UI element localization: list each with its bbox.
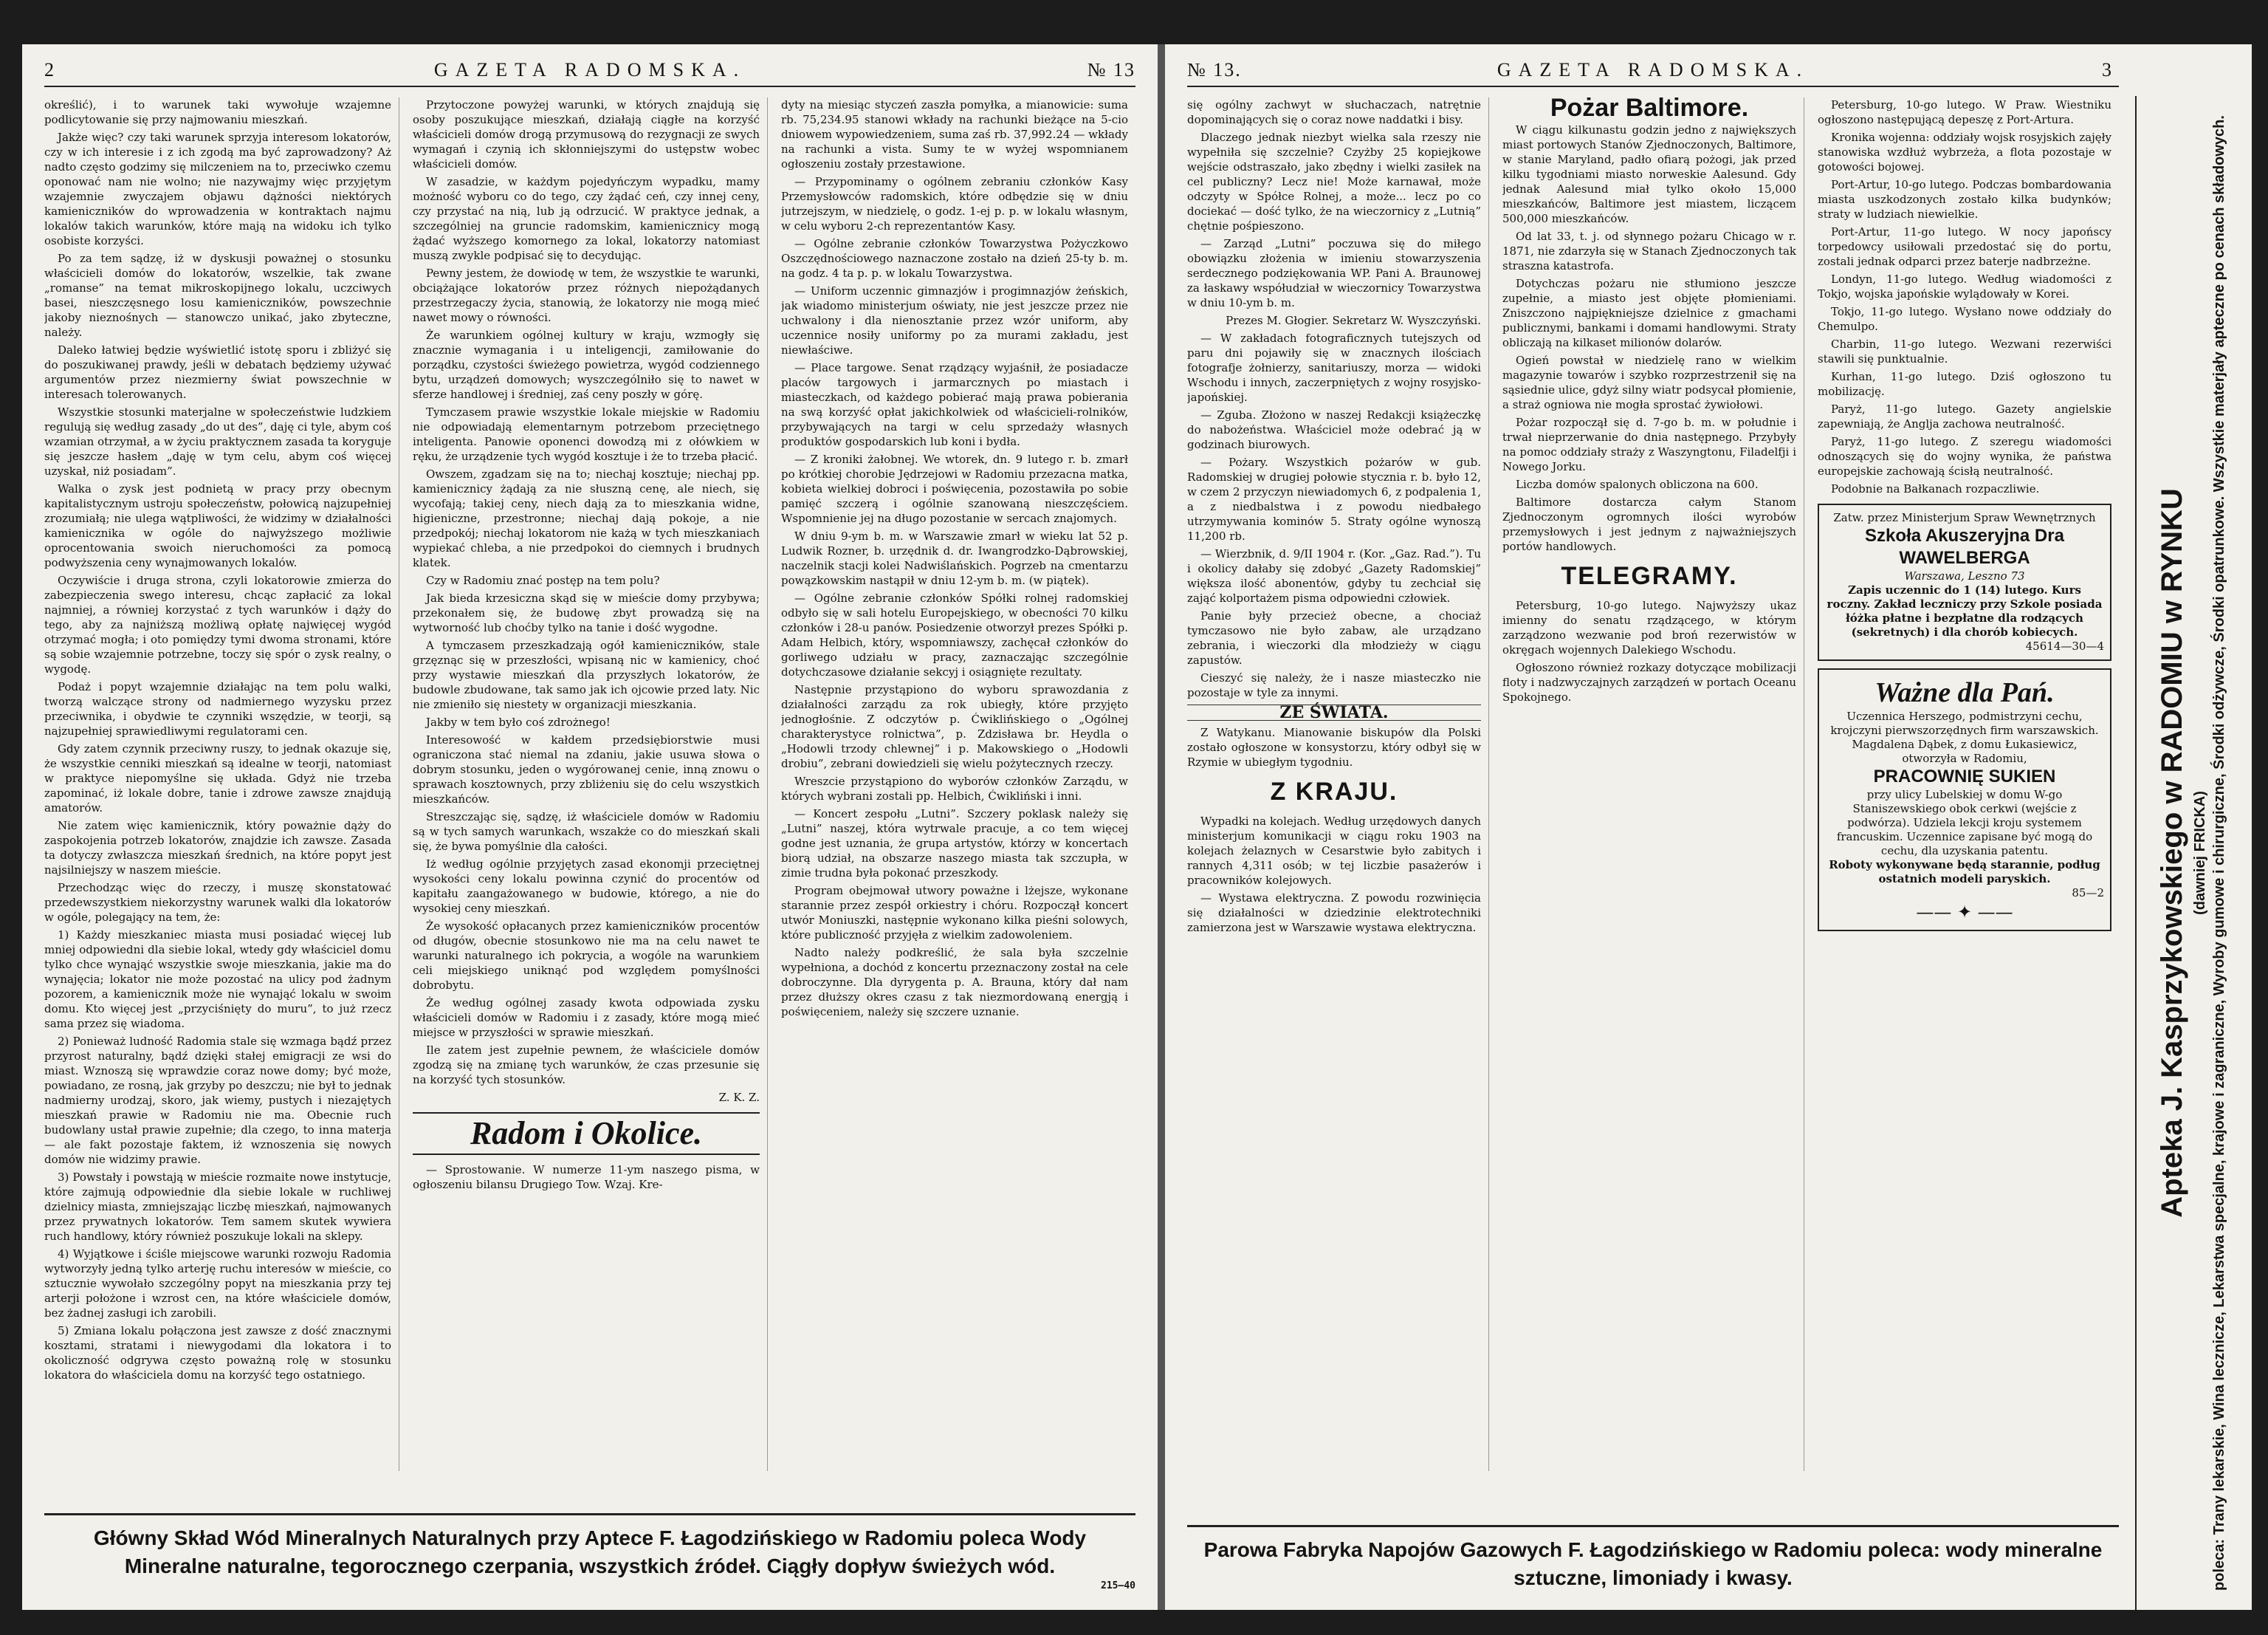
paragraph: Streszczając się, sądzę, iż właściciele domów w Radomiu są w tych samych warunkach, wszakże co do mieszkań skali się, że bywa pomyślnie dla całości. bbox=[413, 810, 760, 853]
paragraph: 4) Wyjątkowe i ściśle miejscowe warunki rozwoju Radomia wytworzyły jedną tylko arterję ruchu interesów w mieście, co sztucznie wywołało szczególny popyt na mieszkania przy tej arterji położone i wzrost cen, na które właściciele domów, bez żadnej zasługi ich zarobili. bbox=[44, 1247, 391, 1320]
paragraph: dyty na miesiąc styczeń zaszła pomyłka, a mianowicie: suma rb. 75,234.95 stanowi wkłady na rachunki bieżące na 5-cio dniowem wypowiedzeniem, suma zaś rb. 37,992.24 — wkłady na rachunki a vista. Sumy te w wyżej wspomnianem ogłoszeniu zostały przestawione. bbox=[781, 98, 1128, 171]
left-column-3 bbox=[781, 97, 1135, 1471]
right-column-1 bbox=[1187, 97, 1489, 1471]
right-column-2 bbox=[1502, 97, 1804, 1471]
paragraph: 5) Zmiana lokalu połączona jest zawsze z dość znacznymi kosztami, stratami i niewygodami dla lokatora i to okoliczność odgrywa często poważną rolę w stosunku lokatora do właściciela domu na korzyść tego ostatniego. bbox=[44, 1324, 391, 1382]
ad-body: Roboty wykonywane będą starannie, podług ostatnich modeli paryskich. bbox=[1829, 858, 2100, 885]
paragraph: Przechodząc więc do rzeczy, i muszę skonstatować przedewszystkiem niekorzystny warunek walki dla lokatorów w ogóle, polegający na tem, że: bbox=[44, 881, 391, 924]
paragraph: Kronika wojenna: oddziały wojsk rosyjskich zajęły stanowiska wzdłuż wybrzeża, a flota pozostaje w gotowości bojowej. bbox=[1818, 131, 2111, 174]
pharmacy-ad-subtitle: (dawniej FRICKA) bbox=[2192, 791, 2208, 915]
paragraph: Panie były przecież obecne, a chociaż tymczasowo nie było zabaw, ale urządzano zebrania, i wieczorki dla młodzieży w ciągu zapustów. bbox=[1187, 609, 1481, 667]
signatures: Prezes M. Głogier. Sekretarz W. Wyszczyński. bbox=[1226, 314, 1481, 327]
paragraph: Następnie przystąpiono do wyboru sprawozdania z działalności zarządu za rok ubiegły, które przyjęto jednogłośnie. Z odczytów p. Ćwiklińskiego o „Ogólnej charakterystyce rolnictwa”, p. Zdzisława br. Heydla o „Hodowli trzody chlewnej” i p. Makowskiego o „Hodowli drobiu”, zebrani dowiedzieli się wielu pożytecznych rzeczy. bbox=[781, 683, 1128, 770]
right-page-masthead: GAZETA RADOMSKA. bbox=[1496, 59, 1810, 80]
ze-swiata-heading: ZE ŚWIATA. bbox=[1187, 705, 1481, 721]
paragraph: Od lat 33, t. j. od słynnego pożaru Chicago w r. 1871, nie zdarzyła się w Stanach Zjednoczonych tak straszna katastrofa. bbox=[1502, 230, 1796, 272]
paragraph: — Zarząd „Lutni” poczuwa się do miłego obowiązku złożenia w imieniu stowarzyszenia serdecznego podziękowania WP. Pani A. Braunowej za łaskawy współudział w wieczornicy Towarzystwa w dniu 10-ym b. m. bbox=[1187, 237, 1481, 309]
ad-code: 215—40 bbox=[1101, 1580, 1135, 1591]
ad-body: Uczennica Herszego, podmistrzyni cechu, krojczyni pierwszorzędnych firm warszawskich. Magdalena Dąbek, z domu Łukasiewicz, otworzyła w Radomiu, bbox=[1830, 710, 2099, 765]
paragraph: Gdy zatem czynnik przeciwny ruszy, to jednak okazuje się, że wszystkie cenniki mieszkań są idealne w teorji, natomiast w praktyce niepomyślne się układa. Gdyż nie trzeba zapominać, iż lokale dobre, tanie i zdrowe zawsze znajdują amatorów. bbox=[44, 742, 391, 815]
pharmacy-ad-text bbox=[2154, 114, 2229, 1591]
paragraph: Ogień powstał w niedzielę rano w wielkim magazynie towarów i szybko rozprzestrzenił się na sąsiednie ulice, gdyż silny wiatr podsycał płomienie, a straż ogniowa nie mogła sprostać żywiołowi. bbox=[1502, 354, 1796, 411]
paragraph: — W zakładach fotograficznych tutejszych od paru dni pojawiły się w znacznych ilościach fotografje żołnierzy, sanitariuszy, morza — widoki Wschodu i innych, zaczerpniętych z wojny rosyjsko-japońskiej. bbox=[1187, 332, 1481, 404]
paragraph: Petersburg, 10-go lutego. W Praw. Wiestniku ogłoszono następującą depeszę z Port-Artura. bbox=[1818, 98, 2111, 126]
paragraph: Że warunkiem ogólnej kultury w kraju, wzmogły się znacznie wymagania i u inteligencji, zamiłowanie do porządku, czystości świeżego powietrza, wygód codziennego bytu, urządzeń domowych; wyszczególniło się to nawet w sferze handlowej i średniej, zaś ceny poszły w górę. bbox=[413, 329, 760, 401]
left-columns bbox=[44, 97, 1135, 1471]
left-page bbox=[22, 44, 1158, 1610]
pharmacy-ad-title: Apteka J. Kasprzykowskiego w RADOMIU w RYNKU bbox=[2156, 488, 2188, 1218]
paragraph: Charbin, 11-go lutego. Wezwani rezerwiści stawili się punktualnie. bbox=[1818, 337, 2111, 366]
paragraph: Ogłoszono również rozkazy dotyczące mobilizacji floty i nadzwyczajnych zarządzeń w portach Oceanu Spokojnego. bbox=[1502, 661, 1796, 704]
paragraph: Kurhan, 11-go lutego. Dziś ogłoszono tu mobilizację. bbox=[1818, 370, 2111, 398]
paragraph: Port-Artur, 11-go lutego. W nocy japońscy torpedowcy usiłowali przedostać się do portu, zostali jednak odparci przez baterje nadbrzeżne. bbox=[1818, 225, 2111, 268]
paragraph: Paryż, 11-go lutego. Gazety angielskie zapewniają, że Anglja zachowa neutralność. bbox=[1818, 402, 2111, 431]
paragraph: Wreszcie przystąpiono do wyborów członków Zarządu, w których wybrani zostali pp. Helbich, Ćwikliński i inni. bbox=[781, 775, 1128, 803]
paragraph: Dlaczego jednak niezbyt wielka sala rzeszy nie wypełniła się szczelnie? Czyżby 25 kopiejkowe wejście odstraszało, jako zbędny i wielki zasiłek na cel publiczny? Lecz nie! Może karnawał, może odczyty w Spółce Rolnej, a może... lecz po co dociekać — dość tylko, że na wieczornicy z „Lutnią” chętnie pośpieszono. bbox=[1187, 131, 1481, 233]
paragraph: Cieszyć się należy, że i nasze miasteczko nie pozostaje w tyle za innymi. bbox=[1187, 671, 1481, 699]
author-signature: Z. K. Z. bbox=[718, 1091, 760, 1104]
ad-address: Warszawa, Leszno 73 bbox=[1904, 569, 2025, 583]
paragraph: — Uniform uczennic gimnazjów i progimnazjów żeńskich, jak wiadomo ministerjum oświaty, nie jest jeszcze przez nie uchwalony i dla nienosztanie przez wzór uniform, aby uczennice nosiły uniformy po za murami zakładu, jest niewłaściwe. bbox=[781, 284, 1128, 357]
paragraph: Oczywiście i druga strona, czyli lokatorowie zmierza do zabezpieczenia swego interesu, chcąc zapłacić za lokal najmniej, a równiej korzystać z tych warunków i dąży do tego, aby za najniższą możliwą opłatę najwięcej wygód otrzymać mogła; i oto pomiędzy tymi dwoma stronami, które są sobie wzajemnie potrzebne, toczy się spór o zysk realny, o wygodę. bbox=[44, 574, 391, 676]
paragraph: W ciągu kilkunastu godzin jedno z największych miast portowych Stanów Zjednoczonych, Baltimore, w stanie Maryland, padło ofiarą pożogi, jak przed kilku tygodniami miasto norweskie Aalesund. Gdy jednak Aalesund miał tylko około 15,000 mieszkańców, Baltimore jest miastem, liczącem 500,000 mieszkańców. bbox=[1502, 123, 1796, 225]
baltimore-fire-heading: Pożar Baltimore. bbox=[1550, 97, 1749, 122]
paragraph: Jakby w tem było coś zdrożnego! bbox=[426, 716, 611, 729]
ad-code: 85—2 bbox=[2072, 886, 2104, 899]
ad-subtitle: PRACOWNIĘ SUKIEN bbox=[1873, 767, 2056, 786]
paragraph: — Przypominamy o ogólnem zebraniu członków Kasy Przemysłowców radomskich, które odbędzie się w dniu jutrzejszym, w niedzielę, o godz. 1-ej p. p. w lokalu własnym, w celu wyboru 2-ch reprezentantów Kasy. bbox=[781, 175, 1128, 233]
paragraph: — Koncert zespołu „Lutni”. Szczery poklask należy się „Lutni” naszej, która wytrwale pracuje, a co tem więcej godne jest uznania, że grupa artystów, którzy w koncertach biorą udział, na obszarze naszego miasta tak szczupła, w zimie trudna była pokonać przeszkody. bbox=[781, 807, 1128, 880]
ad-small-print: Zatw. przez Ministerjum Spraw Wewnętrznych bbox=[1833, 511, 2096, 524]
paragraph: 1) Każdy mieszkaniec miasta musi posiadać więcej lub mniej odpowiedni dla siebie lokal, wtedy gdy właściciel domu tylko chce wynająć wszystkie swoje mieszkania, jakie ma do wynajęcia; lokator nie może pozostać na ulicy pod żadnym pozorem, a kamienicznik może nie wynająć lokalu w swoim domu. Kto więcej jest „przyciśnięty do muru”, to już rzecz sama przez się wiadoma. bbox=[44, 928, 391, 1030]
right-column-3 bbox=[1818, 97, 2119, 1471]
paragraph: Z Watykanu. Mianowanie biskupów dla Polski zostało ogłoszone w konsystorzu, który odbył się w Rzymie w ubiegłym tygodniu. bbox=[1187, 726, 1481, 769]
right-page bbox=[1165, 44, 2252, 1610]
midwifery-school-ad bbox=[1818, 504, 2111, 661]
ad-code: 45614—30—4 bbox=[2025, 640, 2104, 653]
paragraph: Jak bieda krzesiczna skąd się w mieście domy przybywa; przekonałem się, że budowę zbyt prowadzą się na wytworność lub choćby tylko na tanie i dość wygodne. bbox=[413, 592, 760, 634]
paragraph: — Wierzbnik, d. 9/II 1904 r. (Kor. „Gaz. Rad.”). Tu i okolicy dałaby się zdobyć „Gazety Radomskiej” większa ilość abonentów, gdyby tu zechciał się zająć kolportażem pisma odpowiedni człowiek. bbox=[1187, 547, 1481, 605]
left-footer-advertisement bbox=[44, 1513, 1135, 1592]
paragraph: określić), i to warunek taki wywołuje wzajemne podlicytowanie się przy najmowaniu mieszkań. bbox=[44, 98, 391, 126]
paragraph: 3) Powstały i powstają w mieście rozmaite nowe instytucje, które zajmują odpowiednie dla siebie lokale w ruchliwej dzielnicy miasta, zmniejszając liczbę mieszkań, najmowanych przez prywatnych lokatorów. Tem samem skutek wywiera ruch handlowy, który również poszukuje lokali na sklepy. bbox=[44, 1170, 391, 1243]
ad-body: Zapis uczennic do 1 (14) lutego. Kurs roczny. Zakład leczniczy przy Szkole posiada łóżka płatne i bezpłatne dla rodzących (sekretnych) i dla chorób kobiecych. bbox=[1827, 583, 2103, 639]
paragraph: Że według ogólnej zasady kwota odpowiada zysku właścicieli domów w Radomiu i z zasady, które mogą mieć miejsce w przyszłości w sprawie mieszkań. bbox=[413, 996, 760, 1039]
paragraph: Baltimore dostarcza całym Stanom Zjednoczonym ogromnych ilości wyrobów przemysłowych i jest jednym z najważniejszych portów handlowych. bbox=[1502, 496, 1796, 553]
paragraph: Iż według ogólnie przyjętych zasad ekonomji przeciętnej wysokości ceny lokalu powinna czynić do procentów od kapitału zaangażowanego w budowie, którego, a nie do wysokiej ceny mieszkań. bbox=[413, 857, 760, 915]
paragraph: — Z kroniki żałobnej. We wtorek, dn. 9 lutego r. b. zmarł po krótkiej chorobie Jędrzejowi w Radomiu przezacna matka, kobieta wielkiej dobroci i poświęcenia, pozostawiła po sobie pamięć szczerą i ogólnie szanowaną nieszczęściem. Wspomnienie jej na długo pozostanie w sercach znajomych. bbox=[781, 453, 1128, 525]
ad-body: przy ulicy Lubelskiej w domu W-go Staniszewskiego obok cerkwi (wejście z podwórza). Udziela lekcji kroju systemem francuskim. Uczennice zapisane być mogą do cechu, dla uzyskania patentu. bbox=[1836, 788, 2093, 857]
left-issue-number: № 13 bbox=[1087, 59, 1135, 80]
paragraph: Londyn, 11-go lutego. Według wiadomości z Tokjo, wojska japońskie wylądowały w Korei. bbox=[1818, 272, 2111, 301]
paragraph: — Zguba. Złożono w naszej Redakcji książeczkę do nabożeństwa. Właściciel może odebrać ją w godzinach biurowych. bbox=[1187, 408, 1481, 451]
paragraph: W dniu 9-ym b. m. w Warszawie zmarł w wieku lat 52 p. Ludwik Rozner, b. urzędnik d. dr. Iwangrodzko-Dąbrowskiej, naczelnik stacji kolei Nadwiślańskich. Pogrzeb na cmentarzu powązkowskim nastąpił w dniu 12-ym b. m. (w piątek). bbox=[781, 529, 1128, 587]
left-column-1 bbox=[44, 97, 399, 1471]
dressmaker-ad bbox=[1818, 668, 2111, 931]
paragraph: Przytoczone powyżej warunki, w których znajdują się osoby poszukujące mieszkań, działają ciągłe na korzyść właścicieli domów drogą przymusową do rezygnacji ze swych wymagań i czynią ich skłonniejszymi do ustępstw wobec właścicieli domów. bbox=[413, 98, 760, 171]
paragraph: Owszem, zgadzam się na to; niechaj kosztuje; niechaj pp. kamienicznicy żądają za nie słuszną cenę, ale niech, się wycofają; takiej ceny, niech dają za to mieszkania widne, higieniczne, przestronne; niechaj dają pokoje, a nie przedpokój; niechaj lokatorom nie każą w tych mieszkaniach wypiekać chleba, a nie przedpokoi do ciemnych i brudnych klatek. bbox=[413, 467, 760, 569]
z-kraju-heading: Z KRAJU. bbox=[1270, 778, 1398, 806]
paragraph: Wszystkie stosunki materjalne w społeczeństwie ludzkiem regulują się według zasady „do ut des”, daję ci tyle, abym coś wzamian otrzymał, a w życiu praktycznem zasada ta koryguje się jeszcze hasłem „daję w tym celu, abym coś więcej uzyskał, niż posiadam”. bbox=[44, 405, 391, 478]
paragraph: Po za tem sądzę, iż w dyskusji poważnej o stosunku właścicieli domów do lokatorów, wszelkie, tak zwane „romanse” na temat mikroskopijnego lokalu, uczciwych basei, nieszczęsnego losu kamieniczników, powszechnie jakoby nieznośnych — stanowczo unikać, jako zbyteczne, należy. bbox=[44, 252, 391, 339]
paragraph: Pewny jestem, że dowiodę w tem, że wszystkie te warunki, obciążające lokatorów przez różnych niepożądanych przestrzegaczy życia, stanowią, że lokatorzy nie mogą mieć nawet mowy o równości. bbox=[413, 267, 760, 324]
paragraph: — Wystawa elektryczna. Z powodu rozwinięcia się działalności w dziedzinie elektrotechniki zamierzona jest w Warszawie wystawa elektryczna. bbox=[1187, 891, 1481, 934]
paragraph: Liczba domów spalonych obliczona na 600. bbox=[1516, 478, 1759, 491]
paragraph: Nadto należy podkreślić, że sala była szczelnie wypełniona, a dochód z koncertu przeznaczony został na cele dobroczynne. Dla dyrygenta p. A. Brauna, który dał nam przez dłuższy okres czasu z tak niezmordowaną energją i poświęceniem, należy się szczere uznanie. bbox=[781, 946, 1128, 1018]
paragraph: — Ogólne zebranie członków Spółki rolnej radomskiej odbyło się w sali hotelu Europejskiego, w obecności 70 kilku członków i 28-u panów. Posiedzenie otworzył prezes Spółki p. Adam Helbich, który, wspomniawszy, zachęcał członków do gorliwego udziału w pracy, zaznaczając szczególnie dotychczasowe działanie sekcyj i osiągnięte rezultaty. bbox=[781, 592, 1128, 679]
paragraph: Wypadki na kolejach. Według urzędowych danych ministerjum komunikacji w ciągu roku 1903 na kolejach żelaznych w Cesarstwie było zabitych i rannych 4,311 osób; w tej liczbie pasażerów i pracowników kolejowych. bbox=[1187, 815, 1481, 887]
paragraph: Petersburg, 10-go lutego. Najwyższy ukaz imienny do senatu rządzącego, w którym zarządzono wezwanie pod broń rezerwistów w okręgach wojennych Dalekiego Wschodu. bbox=[1502, 599, 1796, 657]
right-issue-number: № 13. bbox=[1187, 59, 1242, 80]
right-page-number: 3 bbox=[2102, 59, 2119, 80]
paragraph: — Ogólne zebranie członków Towarzystwa Pożyczkowo Oszczędnościowego naznaczone zostało na dzień 25-ty b. m. na godz. 4 ta p. p. w lokalu Towarzystwa. bbox=[781, 237, 1128, 280]
paragraph: Że wysokość opłacanych przez kamieniczników procentów od długów, obecnie stosunkowo nie ma na celu nawet te warunki naturalnego ich pokrycia, a wogóle na warunkiem celi miejskiego uniknąć pod względem pomyślności dobrobytu. bbox=[413, 919, 760, 992]
paragraph: Paryż, 11-go lutego. Z szeregu wiadomości odnoszących się do wojny wynika, że państwa europejskie zachowają ścisłą neutralność. bbox=[1818, 435, 2111, 478]
telegrams-heading: TELEGRAMY. bbox=[1561, 562, 1738, 590]
paragraph: Interesowość w kałdem przedsiębiorstwie musi ograniczona stać niemal na zdaniu, jakie usuwa słowa o dobrym stosunku, jeden o wygórowanej cenie, inną znowu o sprawach kosztownych, przy zbliżeniu się do celu wszystkich mieszkańców. bbox=[413, 733, 760, 806]
paragraph: Port-Artur, 10-go lutego. Podczas bombardowania miasta uszkodzonych zostało kilka budynków; straty w ludziach niewielkie. bbox=[1818, 178, 2111, 221]
paragraph: Ile zatem jest zupełnie pewnem, że właściciele domów zgodzą się na zmianę tych warunków, że czas przesunie się na korzyść tych stosunków. bbox=[413, 1043, 760, 1086]
paragraph: Walka o zysk jest podnietą w pracy przy obecnym kapitalistycznym ustroju społeczeństw, połowicą najzupełniej zrozumiałą; nie ulega wątpliwości, że widzimy w działalności kamienicznika w ogóle do najwyższego możliwie oprocentowania swoich nieruchomości za pomocą podwyższenia ceny wynajmowanych lokalów. bbox=[44, 482, 391, 569]
paragraph: Dotychczas pożaru nie stłumiono jeszcze zupełnie, a miasto jest objęte płomieniami. Zniszczono najpiękniejsze dzielnice z gmachami publicznymi, bankami i domami handlowymi. Straty obliczają na kilkaset milionów dolarów. bbox=[1502, 277, 1796, 349]
paragraph: Program obejmował utwory poważne i lżejsze, wykonane starannie przez zespół orkiestry i chóru. Rozpoczął koncert utwór Moniuszki, następnie wykonano kilka pieśni solowych, które publiczność przyjęła z wielkim zadowoleniem. bbox=[781, 884, 1128, 942]
paragraph: Daleko łatwiej będzie wyświetlić istotę sporu i zbliżyć się do poszukiwanej prawdy, jeśli w debatach będziemy używać argumentów przez niezmierny świat powszechnie w interesach tolerowanych. bbox=[44, 343, 391, 401]
right-footer-advertisement bbox=[1187, 1525, 2119, 1592]
paragraph: Jakże więc? czy taki warunek sprzyja interesom lokatorów, czy w ich interesie i z ich zgodą ma być zaprowadzony? Aż nadto często godzimy się milczeniem na to, przeciwko czemu oponować nam nie wolno; nie nazywajmy więc przyjętym wzajemnie zwyczajem objawu dążności niektórych kamieniczników do wprowadzenia w kontraktach najmu lokalów takich warunków, które mają na widoku ich tylko osobiste korzyści. bbox=[44, 131, 391, 247]
paragraph: się ogólny zachwyt w słuchaczach, natrętnie dopominających się o coraz nowe naddatki i bisy. bbox=[1187, 98, 1481, 126]
pharmacy-vertical-ad bbox=[2135, 96, 2246, 1610]
paragraph: A tymczasem przeszkadzają ogół kamieniczników, stale grzęznąc się w przeszłości, wpisaną nic w kamienicy, choć przy wystawie mieszkań dla przyszłych lokatorów, że budowle zbudowane, tak samo jak ich ojcowie przed laty. Nic nie zmieniło się niestety w organizacji mieszkania. bbox=[413, 639, 760, 711]
paragraph: W zasadzie, w każdym pojedyńczym wypadku, mamy możność wyboru co do tego, czy żądać ceń, czy innej ceny, czy przystać na nią, lub ją odrzucić. W praktyce jednak, a szczególniej na gruncie radomskim, kamienicznicy mogą żądać wyższego komornego za lokal, lokatorzy natomiast muszą zwykle podpisać się to decydując. bbox=[413, 175, 760, 262]
left-column-2 bbox=[413, 97, 768, 1471]
left-page-masthead: GAZETA RADOMSKA. bbox=[433, 59, 746, 80]
paragraph: — Sprostowanie. W numerze 11-ym naszego pisma, w ogłoszeniu bilansu Drugiego Tow. Wzaj. Kre- bbox=[413, 1163, 760, 1191]
pharmacy-ad-body: poleca: Trany lekarskie, Wina lecznicze, Lekarstwa specjalne, krajowe i zagraniczne, Wyroby gumowe i chirurgiczne, Środki odżywcze, Środki opatrunkowe. Wszystkie materjały apteczne po cenach składowych. bbox=[2211, 115, 2227, 1591]
ornament-icon: —— ✦ —— bbox=[1916, 902, 2013, 922]
paragraph: Pożar rozpoczął się d. 7-go b. m. w południe i trwał nieprzerwanie do dnia następnego. Przybyły na pomoc oddziały straży z Waszyngtonu, Filadelfji i Nowego Jorku. bbox=[1502, 416, 1796, 473]
paragraph: Tokjo, 11-go lutego. Wysłano nowe oddziały do Chemulpo. bbox=[1818, 305, 2111, 333]
right-page-header bbox=[1187, 55, 2119, 87]
paragraph: 2) Ponieważ ludność Radomia stale się wzmaga bądź przez przyrost naturalny, bądź dzięki stałej emigracji ze wsi do miast. Wznoszą się wprawdzie coraz nowe domy; być może, powiadano, ze rosną, jak grzyby po deszczu; nie był to jednak nadmierny urodzaj, skoro, jak wiemy, pustych i niezajętych mieszkań prawie w Radomiu nie ma. Obecnie ruch budowlany ustał prawie zupełnie; dla czego, to inna materja — ale fakt pozostaje faktem, iż wznoszenia się nowych domów nie widzimy prawie. bbox=[44, 1035, 391, 1166]
page-gutter bbox=[1158, 44, 1165, 1610]
paragraph: — Pożary. Wszystkich pożarów w gub. Radomskiej w drugiej połowie stycznia r. b. było 12, w czem 2 przyczyn niewiadomych 6, z podpalenia 1, a z niedbalstwa i z powodu niedbałego utrzymywania kominów 5. Straty ogólne wynoszą 11,200 rb. bbox=[1187, 456, 1481, 543]
paragraph: — Place targowe. Senat rządzący wyjaśnił, że posiadacze placów targowych i jarmarcznych po miastach i miasteczkach, od każdego pobierać mają prawa pobierania na swą korzyść opłat jakichkolwiek od właścicieli-rolników, przybywających na targi w celu sprzedaży własnych produktów gospodarskich lub koni i bydła. bbox=[781, 361, 1128, 448]
ad-title: Ważne dla Pań. bbox=[1874, 677, 2055, 708]
paragraph: Tymczasem prawie wszystkie lokale miejskie w Radomiu nie odpowiadają elementarnym potrzebom przeciętnego inteligenta. Panowie oponenci dowodzą mi z ołówkiem w ręku, że urządzenie tych wygód kosztuje i że to trzeba płacić. bbox=[413, 405, 760, 463]
left-page-header bbox=[44, 55, 1135, 87]
left-page-number: 2 bbox=[44, 59, 61, 80]
soda-factory-ad-text: Parowa Fabryka Napojów Gazowych F. Łagodzińskiego w Radomiu poleca: wody mineralne sztuczne, limoniady i kwasy. bbox=[1203, 1538, 2103, 1589]
paragraph: Nie zatem więc kamienicznik, który poważnie dąży do zaspokojenia potrzeb lokatorów, znajdzie ich zawsze. Zasada ta dotyczy zwłaszcza mieszkań średnich, na które popyt jest najsilniejszy w naszem mieście. bbox=[44, 819, 391, 877]
ad-title: Szkoła Akuszeryjna Dra WAWELBERGA bbox=[1865, 526, 2064, 568]
paragraph: Czy w Radomiu znać postęp na tem polu? bbox=[426, 574, 660, 587]
paragraph: Podaż i popyt wzajemnie działając na tem polu walki, tworzą walczące strony od nadmiernego wyzysku przez przeciwnika, i obydwie te czynniki wszędzie, w teorji, są najzupełniej sprawiedliwymi regulatorami cen. bbox=[44, 680, 391, 738]
right-columns bbox=[1187, 97, 2119, 1471]
paragraph: Podobnie na Bałkanach rozpaczliwie. bbox=[1831, 482, 2040, 496]
mineral-water-ad-text: Główny Skład Wód Mineralnych Naturalnych przy Aptece F. Łagodzińskiego w Radomiu poleca Wody Mineralne naturalne, tegorocznego czerpania, wszystkich źródeł. Ciągły dopływ świeżych wód. bbox=[93, 1526, 1087, 1577]
radom-section-heading: Radom i Okolice. bbox=[413, 1112, 760, 1155]
